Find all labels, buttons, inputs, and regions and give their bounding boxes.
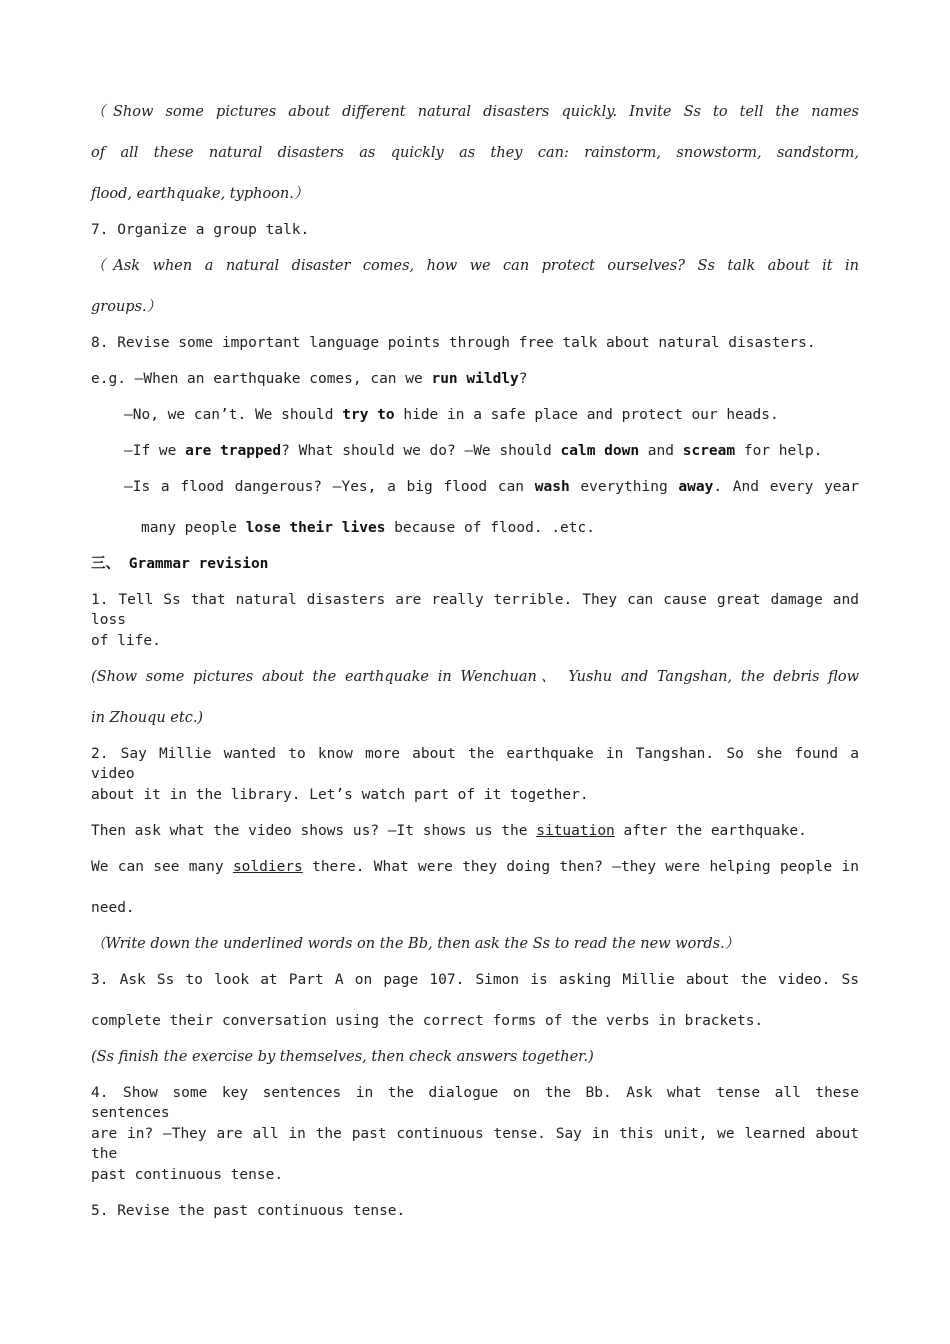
example-text: —Is a flood dangerous? —Yes, a big flood can	[124, 479, 535, 495]
example-text: everything	[569, 479, 679, 495]
soldiers-line	[91, 857, 859, 877]
example-line-1	[91, 369, 859, 389]
key-phrase: are trapped	[185, 443, 282, 459]
pictures-note-line-2: in Zhouqu etc.)	[91, 710, 204, 726]
example-text: e.g. —When an earthquake comes, can we	[91, 371, 432, 387]
step-7-line: 7. Organize a group talk.	[91, 222, 310, 238]
example-text: hide in a safe place and protect our heads.	[394, 407, 779, 423]
step-8-line: 8. Revise some important language points through free talk about natural disasters.	[91, 335, 816, 351]
example-line-5	[141, 518, 859, 538]
grammar-step-3-line-2: complete their conversation using the correct forms of the verbs in brackets.	[91, 1013, 764, 1029]
pictures-note-line-1: (Show some pictures about the earthquake in Wenchuan、 Yushu and Tangshan, the debris flow	[91, 669, 859, 685]
example-text: and	[639, 443, 683, 459]
key-phrase: wash	[534, 479, 570, 495]
grammar-step-3-line-1: 3. Ask Ss to look at Part A on page 107. Simon is asking Millie about the video. Ss	[91, 972, 859, 988]
instruction-note-line-3: flood, earthquake, typhoon.）	[91, 186, 309, 202]
body-text: after the earthquake.	[614, 823, 807, 839]
grammar-step-5-line: 5. Revise the past continuous tense.	[91, 1203, 406, 1219]
example-text: . And every year	[713, 479, 859, 495]
body-text: Then ask what the video shows us? —It shows us the	[91, 823, 537, 839]
example-line-2	[124, 405, 859, 425]
grammar-step-2-line-2: about it in the library. Let’s watch part of it together.	[91, 787, 589, 803]
instruction-note-line-1: （Show some pictures about different natural disasters quickly. Invite Ss to tell the names	[91, 104, 859, 120]
example-text: for help.	[735, 443, 823, 459]
key-phrase: try to	[342, 407, 395, 423]
group-talk-note-line-1: （Ask when a natural disaster comes, how we can protect ourselves? Ss talk about it in	[91, 258, 859, 274]
new-word: situation	[536, 823, 615, 839]
body-text: there. What were they doing then? —they were helping people in	[302, 859, 859, 875]
key-phrase: away	[678, 479, 714, 495]
example-line-4	[124, 477, 859, 497]
exercise-note: (Ss finish the exercise by themselves, then check answers together.)	[91, 1049, 594, 1065]
soldiers-line-end: need.	[91, 900, 135, 916]
example-text: —If we	[124, 443, 186, 459]
example-text: many people	[141, 520, 246, 536]
grammar-step-1-line-1: 1. Tell Ss that natural disasters are really terrible. They can cause great damage and loss	[91, 592, 859, 628]
grammar-step-2-line-1: 2. Say Millie wanted to know more about the earthquake in Tangshan. So she found a video	[91, 746, 859, 782]
key-phrase: lose their lives	[245, 520, 386, 536]
example-text: ?	[518, 371, 528, 387]
grammar-step-4-line-3: past continuous tense.	[91, 1167, 284, 1183]
grammar-step-1-line-2: of life.	[91, 633, 161, 649]
new-word: soldiers	[232, 859, 303, 875]
example-text: —No, we can’t. We should	[124, 407, 343, 423]
grammar-step-4-line-2: are in? —They are all in the past continuous tense. Say in this unit, we learned about the	[91, 1126, 859, 1162]
example-text: because of flood. .etc.	[385, 520, 595, 536]
grammar-step-4-line-1: 4. Show some key sentences in the dialogue on the Bb. Ask what tense all these sentences	[91, 1085, 859, 1121]
key-phrase: run wildly	[431, 371, 519, 387]
instruction-note-line-2: of all these natural disasters as quickly as they can: rainstorm, snowstorm, sandstorm,	[91, 145, 859, 161]
example-text: ? What should we do? —We should	[281, 443, 561, 459]
body-text: We can see many	[91, 859, 233, 875]
video-question-line	[91, 821, 859, 841]
key-phrase: scream	[682, 443, 736, 459]
key-phrase: calm down	[560, 443, 640, 459]
underlined-words-note: （Write down the underlined words on the Bb, then ask the Ss to read the new words.）	[91, 936, 740, 952]
section-heading-grammar-revision: 三、 Grammar revision	[91, 556, 269, 572]
group-talk-note-line-2: groups.）	[91, 299, 162, 315]
example-line-3	[124, 441, 859, 461]
